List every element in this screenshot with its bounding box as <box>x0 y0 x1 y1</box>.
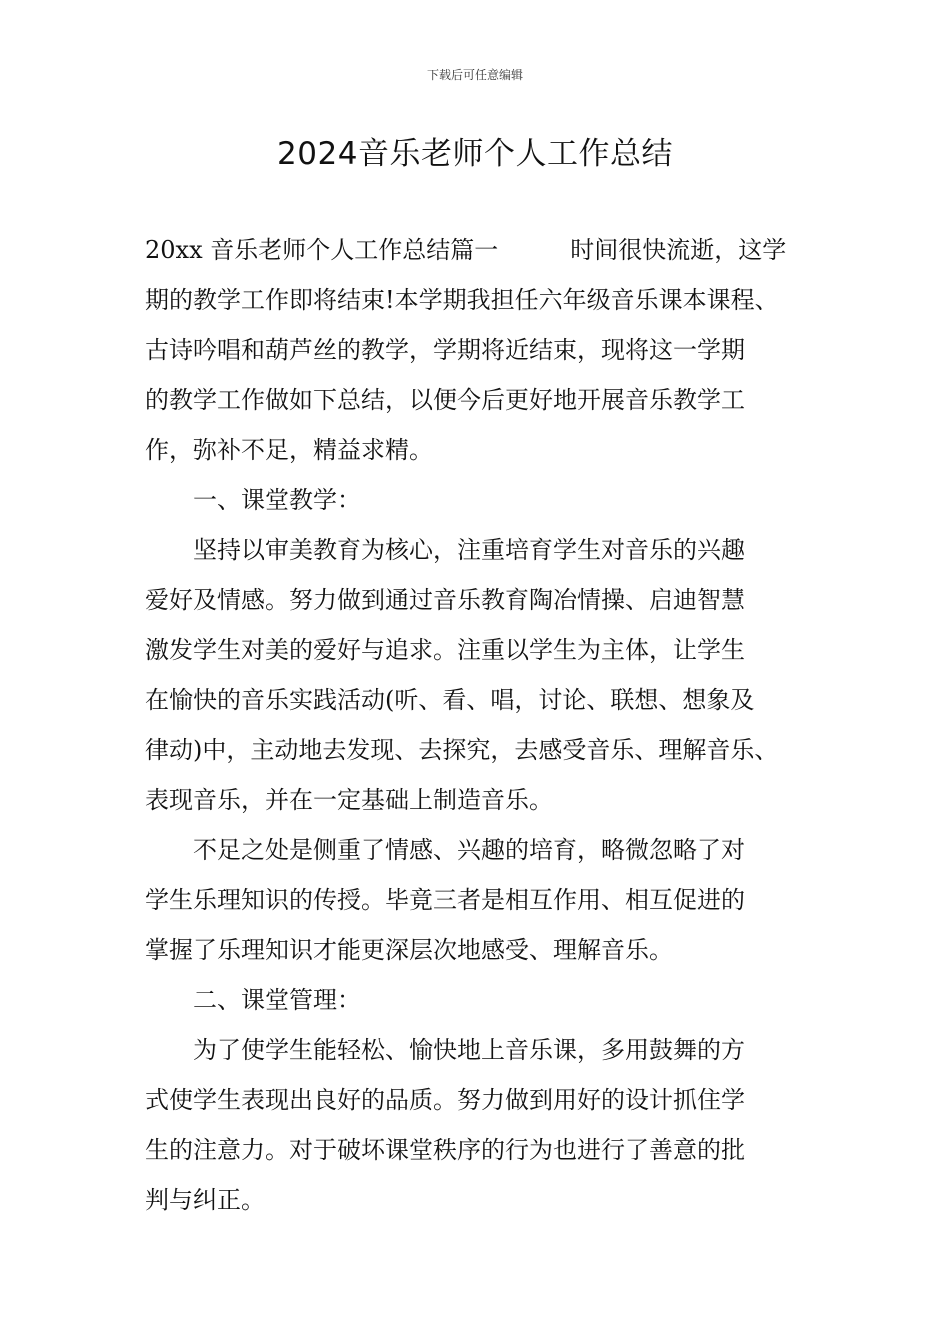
intro-line-2: 期的教学工作即将结束!本学期我担任六年级音乐课本课程、 <box>145 286 779 314</box>
section-1-para-1-line: 律动)中，主动地去发现、去探究，去感受音乐、理解音乐、 <box>145 736 779 764</box>
section-1-para-2-line: 不足之处是侧重了情感、兴趣的培育，略微忽略了对 <box>193 836 745 864</box>
document-title: 2024音乐老师个人工作总结 <box>277 136 673 172</box>
section-1-para-2-line: 学生乐理知识的传授。毕竟三者是相互作用、相互促进的 <box>145 886 745 914</box>
section-1-para-1-line: 激发学生对美的爱好与追求。注重以学生为主体，让学生 <box>145 636 745 664</box>
document-body <box>145 225 845 1225</box>
section-1-para-1-line: 坚持以审美教育为核心，注重培育学生对音乐的兴趣 <box>193 536 745 564</box>
section-1-heading: 一、课堂教学： <box>193 486 361 514</box>
intro-line-5: 作，弥补不足，精益求精。 <box>145 436 433 464</box>
section-1-para-1-line: 爱好及情感。努力做到通过音乐教育陶冶情操、启迪智慧 <box>145 586 745 614</box>
header-note: 下载后可任意编辑 <box>426 68 523 82</box>
intro-line-1-b: 时间很快流逝，这学 <box>570 236 787 264</box>
section-1-para-1-line: 在愉快的音乐实践活动(听、看、唱，讨论、联想、想象及 <box>145 686 755 714</box>
intro-line-1 <box>145 225 845 275</box>
section-2-para-1-line: 式使学生表现出良好的品质。努力做到用好的设计抓住学 <box>145 1086 745 1114</box>
section-1-para-1-line: 表现音乐，并在一定基础上制造音乐。 <box>145 786 553 814</box>
section-2-heading: 二、课堂管理： <box>193 986 361 1014</box>
intro-line-1-a: 20xx 音乐老师个人工作总结篇一 <box>145 236 499 264</box>
section-2-para-1-line: 判与纠正。 <box>145 1186 265 1214</box>
section-2-para-1-line: 生的注意力。对于破坏课堂秩序的行为也进行了善意的批 <box>145 1136 745 1164</box>
section-2-para-1-line: 为了使学生能轻松、愉快地上音乐课，多用鼓舞的方 <box>193 1036 745 1064</box>
section-1-para-2-line: 掌握了乐理知识才能更深层次地感受、理解音乐。 <box>145 936 673 964</box>
intro-line-4: 的教学工作做如下总结，以便今后更好地开展音乐教学工 <box>145 386 745 414</box>
intro-line-3: 古诗吟唱和葫芦丝的教学，学期将近结束，现将这一学期 <box>145 336 745 364</box>
